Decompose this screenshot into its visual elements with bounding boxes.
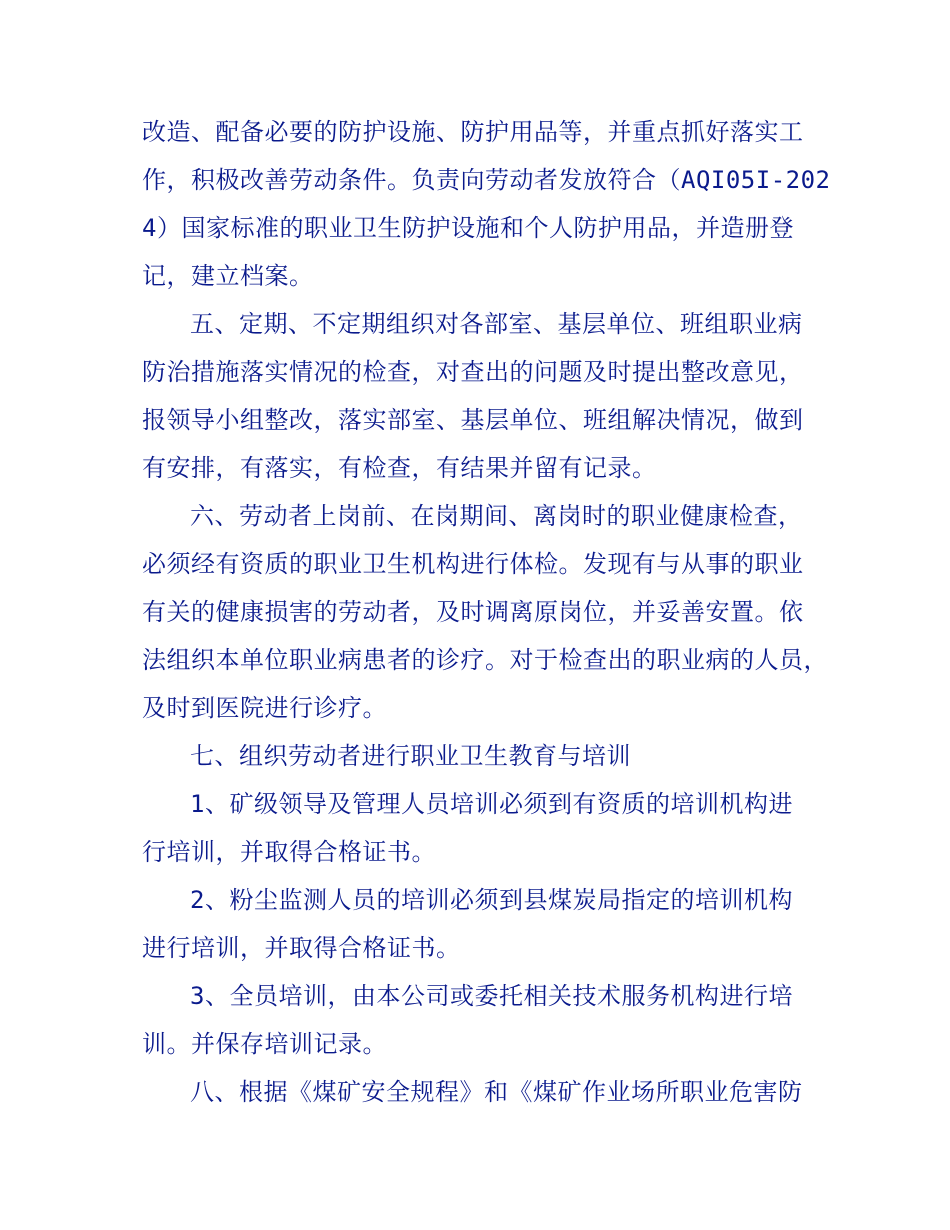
text-line: 及时到医院进行诊疗。: [142, 694, 387, 722]
paragraph-heading: 八、根据《煤矿安全规程》和《煤矿作业场所职业危害防: [190, 1078, 803, 1106]
text-line: 进行培训，并取得合格证书。: [142, 934, 461, 962]
paragraph-heading: 六、劳动者上岗前、在岗期间、离岗时的职业健康检查，: [190, 502, 803, 530]
paragraph-heading: 五、定期、不定期组织对各部室、基层单位、班组职业病: [190, 310, 803, 338]
text-line: 改造、配备必要的防护设施、防护用品等，并重点抓好落实工: [142, 118, 804, 146]
list-item: 3、全员培训，由本公司或委托相关技术服务机构进行培: [190, 982, 793, 1010]
text-line: 报领导小组整改，落实部室、基层单位、班组解决情况，做到: [142, 406, 804, 434]
paragraph-heading: 七、组织劳动者进行职业卫生教育与培训: [190, 742, 631, 770]
text-line: 防治措施落实情况的检查，对查出的问题及时提出整改意见，: [142, 358, 804, 386]
text-line: 记，建立档案。: [142, 262, 314, 290]
text-line: 有安排，有落实，有检查，有结果并留有记录。: [142, 454, 657, 482]
text-line: 训。并保存培训记录。: [142, 1030, 387, 1058]
list-item: 2、粉尘监测人员的培训必须到县煤炭局指定的培训机构: [190, 886, 793, 914]
list-item: 1、矿级领导及管理人员培训必须到有资质的培训机构进: [190, 790, 793, 818]
text-line: 有关的健康损害的劳动者，及时调离原岗位，并妥善安置。依: [142, 598, 804, 626]
text-line: 必须经有资质的职业卫生机构进行体检。发现有与从事的职业: [142, 550, 804, 578]
text-line: 行培训，并取得合格证书。: [142, 838, 436, 866]
document-body: [142, 108, 831, 1116]
text-line: 4）国家标准的职业卫生防护设施和个人防护用品，并造册登: [142, 214, 794, 242]
text-line: 作，积极改善劳动条件。负责向劳动者发放符合（AQI05I-202: [142, 166, 831, 194]
text-line: 法组织本单位职业病患者的诊疗。对于检查出的职业病的人员，: [142, 646, 828, 674]
